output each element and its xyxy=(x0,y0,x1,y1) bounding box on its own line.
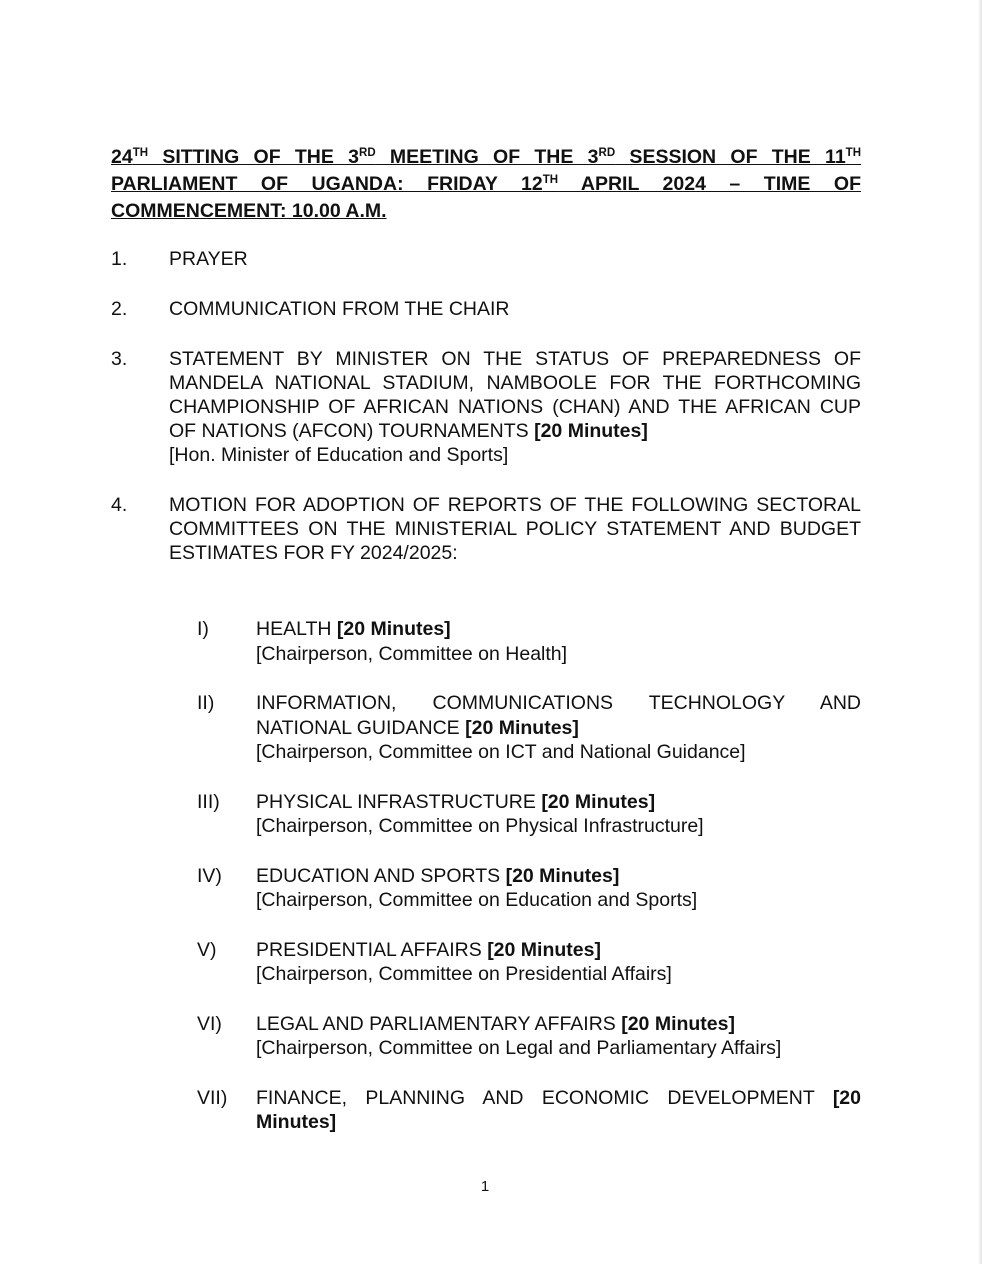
presenter: [Chairperson, Committee on Legal and Parliamentary Affairs] xyxy=(256,1037,782,1059)
time-allocation: [20 Minutes] xyxy=(336,618,451,640)
committee-item-presidential-affairs xyxy=(111,938,861,987)
sub-item-text: LEGAL AND PARLIAMENTARY AFFAIRS xyxy=(256,1012,622,1035)
presenter: [Chairperson, Committee on Presidential Affairs] xyxy=(256,963,672,985)
sub-item-text: PRESIDENTIAL AFFAIRS xyxy=(256,938,488,961)
title-text: SITTING OF THE 3 xyxy=(148,146,360,168)
title-text: 24 xyxy=(111,146,133,168)
page-number: 1 xyxy=(480,1178,490,1195)
agenda-item-minister-statement xyxy=(111,347,861,467)
agenda-item-prayer xyxy=(111,247,861,271)
agenda-item-text: STATEMENT BY MINISTER ON THE STATUS OF PREPAREDNESS OF MANDELA NATIONAL STADIUM, NAMBOOLE FOR THE FORTHCOMING CHAMPIONSHIP OF AFRICAN NATIONS (CHAN) AND THE AFRICAN CUP OF NATIONS (AFCON) TOURNAMENTS xyxy=(169,348,861,442)
time-allocation: [20 Minutes] xyxy=(534,420,648,442)
sub-item-text: EDUCATION AND SPORTS xyxy=(256,864,506,887)
presenter: [Chairperson, Committee on ICT and National Guidance] xyxy=(256,741,746,763)
agenda-item-motion xyxy=(111,493,861,1135)
sub-item-body xyxy=(256,1086,861,1135)
sub-item-body xyxy=(256,617,861,642)
page-edge-shadow xyxy=(978,0,982,1264)
presenter: [Chairperson, Committee on Physical Infrastructure] xyxy=(256,815,704,837)
sub-item-body xyxy=(256,864,861,889)
committee-item-ict xyxy=(111,691,861,765)
presenter: [Hon. Minister of Education and Sports] xyxy=(169,444,509,466)
sub-item-number: II) xyxy=(197,692,215,714)
title-superscript: RD xyxy=(598,147,616,159)
sub-item-body xyxy=(256,1012,861,1037)
sub-item-body xyxy=(256,938,861,963)
title-text: MEETING OF THE 3 xyxy=(375,146,599,168)
sub-item-number: VII) xyxy=(197,1086,228,1109)
committee-item-finance-planning xyxy=(111,1086,861,1135)
agenda-item-body xyxy=(169,347,861,443)
agenda-item-communication xyxy=(111,297,861,321)
agenda-item-text: PRAYER xyxy=(169,248,248,270)
title-text: APRIL 2024 – TIME OF COMMENCEMENT: 10.00 A.M. xyxy=(111,173,861,222)
agenda-item-text: MOTION FOR ADOPTION OF REPORTS OF THE FOLLOWING SECTORAL COMMITTEES ON THE MINISTERIAL POLICY STATEMENT AND BUDGET ESTIMATES FOR FY 2024/2025: xyxy=(169,494,861,564)
title-superscript: TH xyxy=(542,174,559,186)
agenda-item-number: 3. xyxy=(111,348,128,370)
committee-item-education-sports xyxy=(111,864,861,913)
sub-item-body xyxy=(256,790,861,815)
presenter: [Chairperson, Committee on Education and Sports] xyxy=(256,889,698,911)
time-allocation: [20 Minutes] xyxy=(256,1086,861,1133)
title-text: SESSION OF THE 11 xyxy=(615,146,846,168)
time-allocation: [20 Minutes] xyxy=(487,938,601,961)
committee-item-physical-infrastructure xyxy=(111,790,861,839)
agenda-item-text: COMMUNICATION FROM THE CHAIR xyxy=(169,298,510,320)
sub-item-number: I) xyxy=(197,618,209,640)
agenda-item-number: 2. xyxy=(111,298,128,320)
agenda-item-number: 1. xyxy=(111,248,128,270)
committee-report-list xyxy=(111,617,861,1135)
time-allocation: [20 Minutes] xyxy=(621,1012,735,1035)
title-superscript: TH xyxy=(132,147,149,159)
time-allocation: [20 Minutes] xyxy=(465,716,579,739)
title-superscript: RD xyxy=(359,147,376,159)
sub-item-body xyxy=(256,691,861,740)
sub-item-number: IV) xyxy=(197,864,222,887)
time-allocation: [20 Minutes] xyxy=(505,864,620,887)
time-allocation: [20 Minutes] xyxy=(541,790,656,813)
order-paper-title xyxy=(111,144,861,225)
presenter: [Chairperson, Committee on Health] xyxy=(256,642,568,665)
committee-item-legal-parliamentary xyxy=(111,1012,861,1061)
sub-item-number: III) xyxy=(197,790,220,813)
title-text: PARLIAMENT OF UGANDA: FRIDAY 12 xyxy=(111,173,543,195)
sub-item-text: PHYSICAL INFRASTRUCTURE xyxy=(256,790,542,813)
sub-item-text: FINANCE, PLANNING AND ECONOMIC DEVELOPMENT xyxy=(256,1086,833,1109)
sub-item-number: VI) xyxy=(197,1012,222,1035)
sub-item-text: INFORMATION, COMMUNICATIONS TECHNOLOGY AND NATIONAL GUIDANCE xyxy=(256,692,861,739)
document-page xyxy=(111,144,861,1161)
title-superscript: TH xyxy=(845,147,862,159)
sub-item-text: HEALTH xyxy=(256,618,337,640)
agenda-item-number: 4. xyxy=(111,494,128,516)
sub-item-number: V) xyxy=(197,938,217,961)
committee-item-health xyxy=(111,617,861,666)
